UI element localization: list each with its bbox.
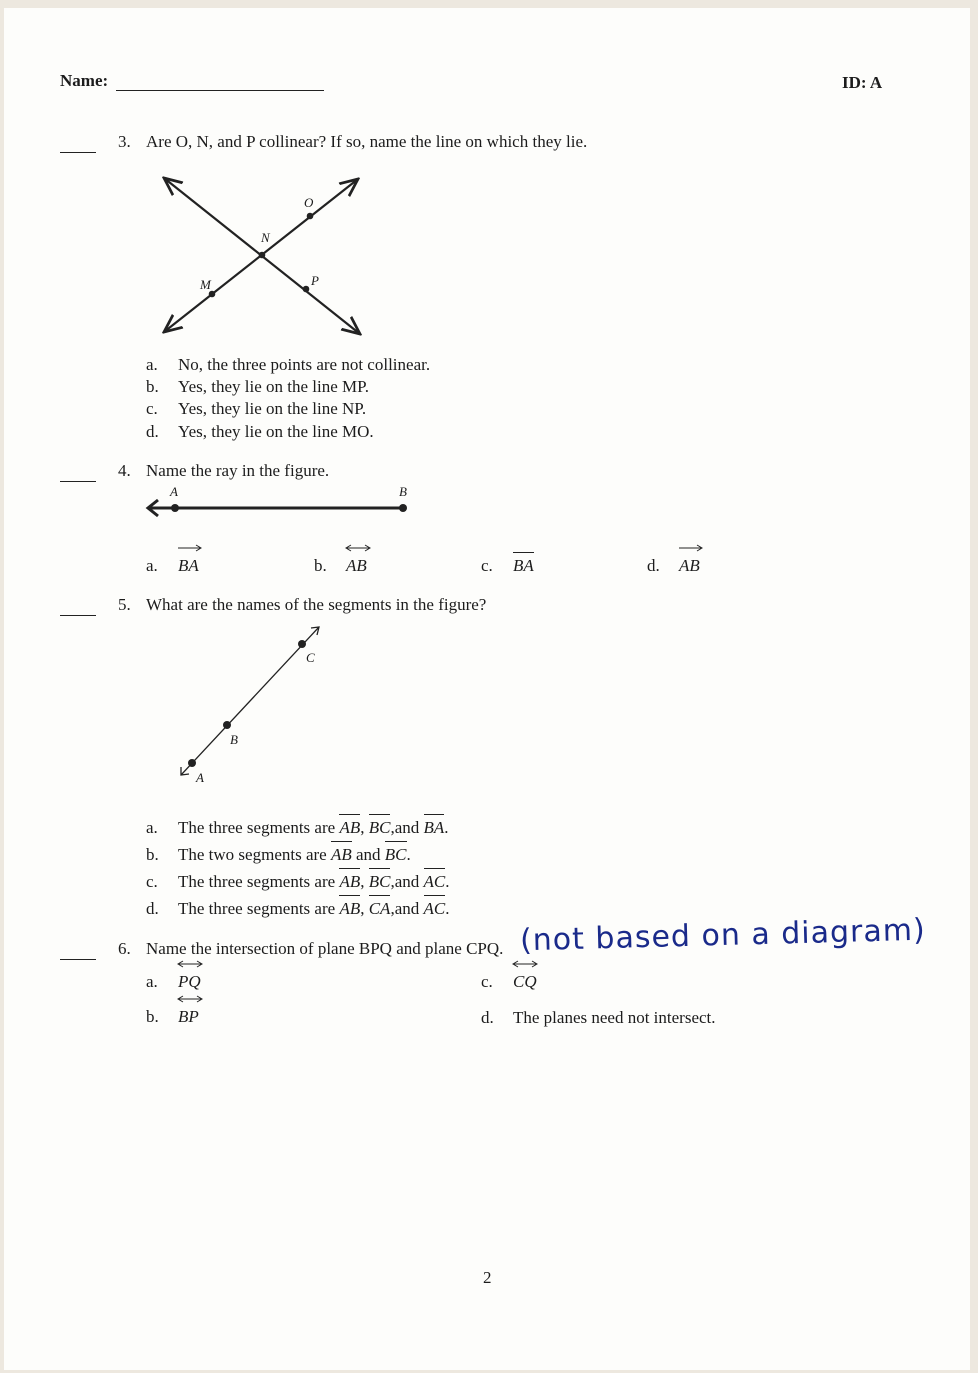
option-q3-a[interactable] [146,355,430,375]
ray-notation [178,556,199,576]
line-notation [346,556,367,576]
point-p [303,286,310,293]
point-n [259,252,266,259]
option-letter: d. [146,422,159,441]
question-prompt: What are the names of the segments in the figure? [146,595,487,614]
worksheet-page [4,8,970,1370]
comma: , [390,818,395,837]
comma: , [390,872,395,891]
segment-notation [385,845,407,865]
period: . [445,899,450,918]
option-letter: b. [146,1007,159,1026]
option-q3-d[interactable] [146,422,374,442]
option-letter: b. [146,377,159,396]
option-symbol: CQ [513,972,537,991]
option-q5-c[interactable] [146,872,449,892]
name-blank[interactable] [116,72,324,91]
option-text: The planes need not intersect. [513,1008,716,1027]
option-q4-a[interactable] [146,556,199,576]
period: . [444,818,449,837]
option-letter: c. [146,872,158,891]
option-letter: b. [146,845,159,864]
label-m: M [200,277,211,292]
option-q5-d[interactable] [146,899,449,919]
option-lead: The two segments are [178,845,327,864]
label-c: C [306,650,315,665]
line-notation [513,972,537,992]
point-o [307,213,314,220]
segment-name: BA [423,818,445,837]
option-letter: a. [146,818,158,837]
comma: , [360,818,365,837]
label-a: A [196,770,204,785]
option-text: Yes, they lie on the line MO. [178,422,374,441]
option-letter: d. [481,1008,494,1027]
segment-notation [424,872,446,892]
point-b [399,504,407,512]
handwritten-note: (not based on a diagram) [519,912,927,959]
option-q6-d[interactable] [481,1008,716,1028]
option-q4-b[interactable] [314,556,367,576]
comma: , [390,899,395,918]
segment-name: AC [423,899,446,918]
segment-name: AB [339,899,361,918]
period: . [406,845,411,864]
option-letter: d. [647,556,660,575]
option-letter: d. [146,899,159,918]
option-text: No, the three points are not collinear. [178,355,431,374]
question-prompt: Name the ray in the figure. [146,461,330,480]
label-o: O [304,195,314,210]
segment-notation [339,899,360,919]
option-symbol: BP [178,1007,199,1026]
question-prompt: Name the intersection of plane BPQ and plane CPQ. [146,939,504,958]
option-letter: c. [146,399,158,418]
segment-name: BC [368,818,391,837]
option-q3-b[interactable] [146,377,369,397]
option-text: Yes, they lie on the line MP. [178,377,369,396]
segment-name: AC [423,872,446,891]
label-a: A [170,484,178,499]
segment-notation [424,899,446,919]
point-a [188,759,196,767]
option-symbol: BA [178,556,199,575]
option-q5-a[interactable] [146,818,449,838]
ray-notation [679,556,700,576]
point-b [223,721,231,729]
line-notation [178,972,201,992]
segment-notation [339,818,360,838]
period: . [445,872,450,891]
option-lead: The three segments are [178,872,336,891]
and-word: and [355,845,381,864]
option-lead: The three segments are [178,818,336,837]
answer-blank-q6[interactable] [60,943,96,960]
option-letter: c. [481,556,493,575]
option-q3-c[interactable] [146,399,366,419]
option-lead: The three segments are [178,899,336,918]
page-number: 2 [483,1268,492,1287]
label-b: B [230,732,238,747]
segment-notation [369,872,391,892]
option-symbol: BA [513,556,534,575]
comma: , [360,872,365,891]
segment-notation [339,872,360,892]
question-number: 5. [118,595,131,614]
option-q6-a[interactable] [146,972,201,992]
option-q4-c[interactable] [481,556,534,576]
point-a [171,504,179,512]
label-p: P [311,273,319,288]
figure-line-abc [170,620,330,780]
option-letter: a. [146,556,158,575]
label-b: B [399,484,407,499]
line-notation [178,1007,199,1027]
option-letter: b. [314,556,327,575]
answer-blank-q3[interactable] [60,136,96,153]
segment-notation [424,818,445,838]
question-number: 4. [118,461,131,480]
label-n: N [261,230,270,245]
option-text: Yes, they lie on the line NP. [178,399,367,418]
segment-notation [369,818,391,838]
segment-notation [331,845,352,865]
segment-notation [369,899,391,919]
answer-blank-q5[interactable] [60,599,96,616]
segment-name: AB [330,845,352,864]
segment-name: BC [384,845,407,864]
question-number: 6. [118,939,131,958]
question-number: 3. [118,132,131,151]
comma: , [360,899,365,918]
option-letter: c. [481,972,493,991]
segment-name: BC [368,872,391,891]
and-word: and [394,899,420,918]
figure-intersecting-lines [150,168,380,343]
point-c [298,640,306,648]
id-label: ID: A [842,73,883,92]
option-q4-d[interactable] [647,556,700,576]
question-prompt: Are O, N, and P collinear? If so, name the line on which they lie. [146,132,588,151]
option-q6-c[interactable] [481,972,537,992]
figure-ray [140,494,420,520]
segment-name: AB [339,872,361,891]
option-symbol: AB [679,556,700,575]
option-q5-b[interactable] [146,845,411,865]
answer-blank-q4[interactable] [60,465,96,482]
and-word: and [394,872,420,891]
option-letter: a. [146,972,158,991]
option-symbol: PQ [178,972,201,991]
option-symbol: AB [346,556,367,575]
segment-notation [513,556,534,576]
segment-name: CA [368,899,391,918]
option-letter: a. [146,355,158,374]
option-q6-b[interactable] [146,1007,199,1027]
and-word: and [394,818,420,837]
name-label: Name: [60,71,109,90]
segment-name: AB [339,818,361,837]
